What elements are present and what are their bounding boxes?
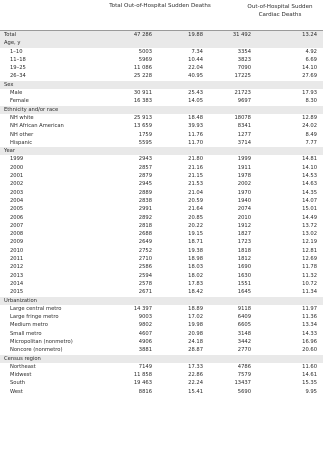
cell-v1: 2892 (138, 214, 152, 221)
cell-v3: 1812 (237, 256, 251, 263)
cell-v4: 14.81 (302, 156, 317, 163)
cell-v4: 15.35 (302, 380, 317, 387)
row-label: Northeast (10, 363, 36, 370)
category-row (0, 297, 323, 305)
row-label: 2013 (10, 272, 24, 279)
cell-v3: 31 492 (232, 32, 251, 38)
cell-v1: 9003 (138, 314, 152, 321)
cell-v1: 5969 (138, 56, 152, 63)
cell-v4: 11.34 (302, 289, 317, 296)
cell-v2: 19.38 (188, 247, 203, 254)
cell-v4: 14.33 (302, 330, 317, 337)
cell-v2: 15.41 (188, 388, 203, 395)
cell-v3: 3148 (237, 330, 251, 337)
cell-v3: 1999 (237, 156, 251, 163)
table-row (0, 155, 323, 163)
cell-v1: 2671 (138, 289, 152, 296)
row-label: 1999 (10, 156, 24, 163)
cell-v2: 18.03 (188, 264, 203, 271)
row-label: NH white (10, 114, 34, 121)
row-label: 2014 (10, 280, 24, 287)
table-row (0, 89, 323, 97)
cell-v3: 7090 (237, 65, 251, 72)
cell-v3: 1978 (237, 173, 251, 180)
cell-v1: 2991 (138, 206, 152, 213)
cell-v1: 2710 (138, 256, 152, 263)
table-row (0, 338, 323, 346)
cell-v1: 16 383 (133, 98, 152, 105)
cell-v2: 17.83 (188, 280, 203, 287)
row-label: NH African American (10, 123, 64, 130)
cell-v4: 11.60 (302, 363, 317, 370)
cell-v4: 14.10 (302, 164, 317, 171)
cell-v3: 3442 (237, 338, 251, 345)
cell-v4: 6.69 (305, 56, 317, 63)
cell-v2: 21.80 (188, 156, 203, 163)
table-row (0, 330, 323, 338)
cell-v3: 3823 (237, 56, 251, 63)
cell-v1: 2945 (138, 181, 152, 188)
table-row (0, 172, 323, 180)
row-label: South (10, 380, 26, 387)
cell-v2: 18.02 (188, 272, 203, 279)
cell-v3: 9697 (237, 98, 251, 105)
row-label: 2004 (10, 197, 24, 204)
row-label: Female (10, 98, 29, 105)
table-row (0, 255, 323, 263)
cell-v3: 9118 (237, 305, 251, 312)
cell-v3: 7579 (237, 372, 251, 379)
cell-v4: 10.72 (302, 280, 317, 287)
cell-v2: 18.71 (188, 239, 203, 246)
cell-v2: 40.95 (188, 73, 203, 80)
category-row (0, 81, 323, 89)
table-row (0, 305, 323, 313)
cell-v2: 17.33 (188, 363, 203, 370)
row-label: 2000 (10, 164, 24, 171)
cell-v2: 20.22 (188, 222, 203, 229)
cell-v2: 17.02 (188, 314, 203, 321)
table-row (0, 371, 323, 379)
cell-v1: 19 463 (133, 380, 152, 387)
table-row (0, 114, 323, 122)
row-label: Large central metro (10, 305, 62, 312)
cell-v4: 8.49 (305, 131, 317, 138)
cell-v4: 8.30 (305, 98, 317, 105)
cell-v1: 13 659 (133, 123, 152, 130)
cell-v2: 19.98 (188, 322, 203, 329)
table-row (0, 247, 323, 255)
row-label: 19–25 (10, 65, 26, 72)
cell-v2: 18.48 (188, 114, 203, 121)
cell-v1: 2688 (138, 231, 152, 238)
cell-v3: 1912 (237, 222, 251, 229)
cell-v3: 1911 (237, 164, 251, 171)
table-row (0, 238, 323, 246)
cell-v3: 8341 (237, 123, 251, 130)
cell-v4: 16.96 (302, 338, 317, 345)
cell-v2: 10.44 (188, 56, 203, 63)
row-label: 2015 (10, 289, 24, 296)
row-label: Total (4, 32, 17, 38)
row-label: 2012 (10, 264, 24, 271)
cell-v1: 47 286 (133, 32, 152, 38)
cell-v2: 21.64 (188, 206, 203, 213)
cell-v3: 1551 (237, 280, 251, 287)
row-label: Medium metro (10, 322, 48, 329)
cell-v4: 12.19 (302, 239, 317, 246)
cell-v4: 4.92 (305, 48, 317, 55)
cell-v1: 2594 (138, 272, 152, 279)
cell-v1: 11 858 (133, 372, 152, 379)
table-row (0, 97, 323, 105)
cell-v4: 9.95 (305, 388, 317, 395)
cell-v1: 2857 (138, 164, 152, 171)
cell-v2: 19.15 (188, 231, 203, 238)
cell-v4: 14.61 (302, 372, 317, 379)
row-label: 2007 (10, 222, 24, 229)
cell-v1: 7149 (138, 363, 152, 370)
table-row (0, 263, 323, 271)
cell-v4: 14.35 (302, 189, 317, 196)
cell-v2: 21.53 (188, 181, 203, 188)
table-row (0, 205, 323, 213)
row-label: 2005 (10, 206, 24, 213)
table-row (0, 72, 323, 80)
cell-v4: 15.01 (302, 206, 317, 213)
cell-v3: 2770 (237, 347, 251, 354)
table-row (0, 131, 323, 139)
table-row (0, 180, 323, 188)
cell-v4: 17.93 (302, 90, 317, 97)
cell-v4: 12.69 (302, 256, 317, 263)
table-row (0, 214, 323, 222)
cell-v2: 19.88 (188, 32, 203, 38)
cell-v4: 13.34 (302, 322, 317, 329)
category-row (0, 106, 323, 114)
cell-v1: 8816 (138, 388, 152, 395)
cell-v1: 25 228 (133, 73, 152, 80)
cell-v4: 13.72 (302, 222, 317, 229)
cell-v1: 1759 (138, 131, 152, 138)
table-row (0, 189, 323, 197)
cell-v3: 1690 (237, 264, 251, 271)
row-label: Small metro (10, 330, 42, 337)
category-row (0, 147, 323, 155)
table-row (0, 313, 323, 321)
cell-v2: 28.87 (188, 347, 203, 354)
cell-v1: 11 086 (133, 65, 152, 72)
cell-v2: 20.85 (188, 214, 203, 221)
category-label: Census region (4, 355, 41, 362)
cell-v1: 9802 (138, 322, 152, 329)
cell-v3: 4786 (237, 363, 251, 370)
cell-v2: 22.04 (188, 65, 203, 72)
table-row (0, 64, 323, 72)
cell-v3: 2002 (237, 181, 251, 188)
table-row (0, 122, 323, 130)
cell-v1: 5595 (138, 139, 152, 146)
row-label: 2001 (10, 173, 24, 180)
cell-v4: 12.89 (302, 114, 317, 121)
row-label: 1–10 (10, 48, 23, 55)
cell-v3: 1818 (237, 247, 251, 254)
cell-v3: 1940 (237, 197, 251, 204)
cell-v2: 11.76 (188, 131, 203, 138)
table-row (0, 280, 323, 288)
cell-v4: 7.77 (305, 139, 317, 146)
table-row (0, 31, 323, 39)
cell-v2: 7.34 (191, 48, 203, 55)
cell-v1: 2889 (138, 189, 152, 196)
cell-v2: 24.18 (188, 338, 203, 345)
cell-v3: 13437 (234, 380, 251, 387)
category-label: Age, y (4, 40, 21, 47)
row-label: 2010 (10, 247, 24, 254)
cell-v3: 1723 (237, 239, 251, 246)
cell-v3: 17225 (234, 73, 251, 80)
cell-v1: 4906 (138, 338, 152, 345)
cell-v3: 1970 (237, 189, 251, 196)
header-total-deaths: Total Out-of-Hospital Sudden Deaths (109, 3, 211, 9)
table-row (0, 48, 323, 56)
cell-v3: 6409 (237, 314, 251, 321)
cell-v4: 14.10 (302, 65, 317, 72)
row-label: 11–18 (10, 56, 26, 63)
row-label: Male (10, 90, 23, 97)
cell-v2: 18.42 (188, 289, 203, 296)
cell-v2: 14.05 (188, 98, 203, 105)
cell-v3: 1827 (237, 231, 251, 238)
table-row (0, 288, 323, 296)
cell-v3: 2010 (237, 214, 251, 221)
cell-v1: 30 911 (133, 90, 152, 97)
table-row (0, 230, 323, 238)
cell-v1: 4607 (138, 330, 152, 337)
cell-v3: 21723 (234, 90, 251, 97)
table-row (0, 272, 323, 280)
table-row (0, 379, 323, 387)
cell-v1: 5003 (138, 48, 152, 55)
cell-v3: 5690 (237, 388, 251, 395)
cell-v4: 11.36 (302, 314, 317, 321)
cell-v4: 13.02 (302, 231, 317, 238)
row-label: NH other (10, 131, 34, 138)
cell-v3: 1277 (237, 131, 251, 138)
cell-v1: 3881 (138, 347, 152, 354)
cell-v2: 21.16 (188, 164, 203, 171)
cell-v4: 11.78 (302, 264, 317, 271)
cell-v4: 24.02 (302, 123, 317, 130)
table-row (0, 164, 323, 172)
cell-v2: 18.98 (188, 256, 203, 263)
row-label: Midwest (10, 372, 32, 379)
category-label: Year (4, 148, 15, 155)
row-label: 2009 (10, 239, 24, 246)
header-cardiac-deaths: Out-of-Hospital Sudden Cardiac Deaths (247, 4, 313, 18)
row-label: West (10, 388, 23, 395)
row-label: 2002 (10, 181, 24, 188)
cell-v1: 2752 (138, 247, 152, 254)
cell-v2: 20.59 (188, 197, 203, 204)
row-label: Noncore (nonmetro) (10, 347, 63, 354)
cell-v3: 3714 (237, 139, 251, 146)
cell-v4: 14.49 (302, 214, 317, 221)
row-label: 2006 (10, 214, 24, 221)
row-label: Micropolitan (nonmetro) (10, 338, 73, 345)
cell-v1: 25 913 (133, 114, 152, 121)
cell-v2: 39.93 (188, 123, 203, 130)
cell-v2: 22.86 (188, 372, 203, 379)
cell-v2: 11.70 (188, 139, 203, 146)
cell-v3: 3354 (237, 48, 251, 55)
cell-v1: 2649 (138, 239, 152, 246)
table-row (0, 363, 323, 371)
cell-v4: 13.24 (302, 32, 317, 38)
table-row (0, 197, 323, 205)
cell-v4: 14.53 (302, 173, 317, 180)
row-label: Large fringe metro (10, 314, 59, 321)
row-label: Hispanic (10, 139, 33, 146)
cell-v4: 27.69 (302, 73, 317, 80)
cell-v3: 1630 (237, 272, 251, 279)
cell-v2: 20.98 (188, 330, 203, 337)
cell-v4: 11.97 (302, 305, 317, 312)
table-row (0, 388, 323, 396)
cell-v1: 2818 (138, 222, 152, 229)
table-row (0, 139, 323, 147)
cell-v3: 2074 (237, 206, 251, 213)
cell-v3: 6605 (237, 322, 251, 329)
table-row (0, 222, 323, 230)
cell-v1: 2943 (138, 156, 152, 163)
cell-v2: 21.04 (188, 189, 203, 196)
cell-v2: 25.43 (188, 90, 203, 97)
cell-v4: 14.07 (302, 197, 317, 204)
table-row (0, 321, 323, 329)
category-row (0, 39, 323, 47)
cell-v1: 2879 (138, 173, 152, 180)
cell-v4: 20.60 (302, 347, 317, 354)
cell-v1: 2578 (138, 280, 152, 287)
cell-v4: 12.81 (302, 247, 317, 254)
row-label: 26–34 (10, 73, 26, 80)
row-label: 2008 (10, 231, 24, 238)
cell-v3: 1645 (237, 289, 251, 296)
row-label: 2011 (10, 256, 24, 263)
category-label: Ethnicity and/or race (4, 106, 59, 113)
cell-v2: 18.89 (188, 305, 203, 312)
table-header (0, 0, 323, 31)
cell-v1: 2586 (138, 264, 152, 271)
table-row (0, 56, 323, 64)
cell-v2: 21.15 (188, 173, 203, 180)
cell-v4: 14.63 (302, 181, 317, 188)
category-label: Urbanization (4, 297, 37, 304)
cell-v3: 18078 (234, 114, 251, 121)
cell-v1: 2838 (138, 197, 152, 204)
cell-v4: 11.32 (302, 272, 317, 279)
cell-v2: 22.24 (188, 380, 203, 387)
cell-v1: 14 397 (133, 305, 152, 312)
table-row (0, 346, 323, 354)
category-label: Sex (4, 81, 14, 88)
row-label: 2003 (10, 189, 24, 196)
category-row (0, 355, 323, 363)
table-body (0, 31, 323, 396)
